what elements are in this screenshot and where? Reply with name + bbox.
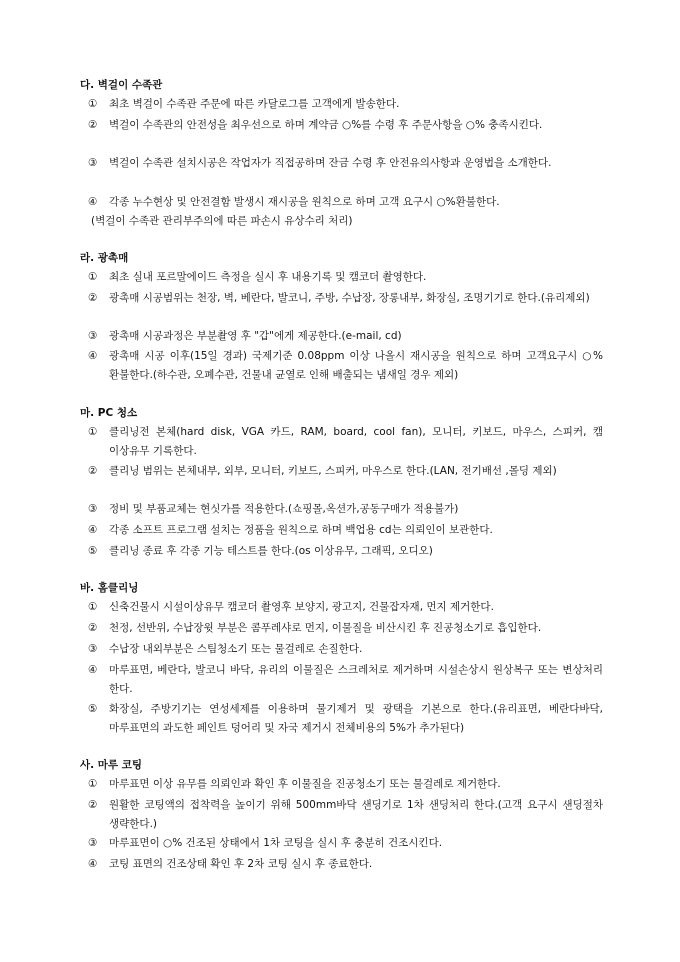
item-number: ⑤ (88, 545, 98, 557)
item-number: ③ (88, 837, 98, 849)
list-item (88, 289, 603, 308)
list-item (88, 462, 603, 481)
item-text: 코팅 표면의 건조상태 확인 후 2차 코팅 실시 후 종료한다. (109, 858, 373, 870)
item-number: ② (88, 119, 98, 131)
list-item (88, 347, 603, 385)
list-item (88, 598, 603, 617)
list-item (88, 796, 603, 834)
item-number: ④ (88, 664, 98, 676)
section-title: 사. 마루 코팅 (80, 759, 143, 771)
section-title: 바. 홈클리닝 (80, 582, 139, 594)
list-item (88, 700, 603, 738)
list-item (88, 500, 603, 519)
item-text: 수납장 내외부분은 스팀청소기 또는 물걸레로 손질한다. (109, 643, 363, 655)
item-text: 마루표면이 ○% 건조된 상태에서 1차 코팅을 실시 후 충분히 건조시킨다. (109, 837, 443, 849)
list-item (88, 95, 603, 114)
item-text: 클리닝 범위는 본체내부, 외부, 모니터, 키보드, 스피커, 마우스로 한다.(LAN, 전기배선 ,몰딩 제외) (109, 465, 557, 477)
item-number: ③ (88, 157, 98, 169)
item-number: ⑤ (88, 703, 98, 715)
item-text: 벽걸이 수족관 설치시공은 작업자가 직접공하며 잔금 수령 후 안전유의사항과 운영법을 소개한다. (109, 157, 552, 169)
section-title: 마. PC 청소 (80, 407, 138, 419)
item-text: 최초 실내 포르말에이드 측정을 실시 후 내용기록 및 캠코더 촬영한다. (109, 271, 427, 283)
item-number: ② (88, 465, 98, 477)
item-number: ① (88, 778, 98, 790)
list-item (88, 521, 603, 540)
item-text: 화장실, 주방기기는 연성세제를 이용하며 물기제거 및 광택을 기본으로 한다.(유리표면, 베란다바닥, 마루표면의 과도한 페인트 덩어리 및 자국 제거시 전체비용의 5%가 추가된다) (109, 703, 603, 734)
item-text: 광촉매 시공과정은 부분촬영 후 "갑"에게 제공한다.(e-mail, cd) (109, 330, 402, 342)
item-number: ① (88, 426, 98, 438)
list-item (88, 154, 603, 173)
item-text: 최초 벽걸이 수족관 주문에 따른 카달로그를 고객에게 발송한다. (109, 98, 400, 110)
list-item (88, 640, 603, 659)
section-title: 다. 벽걸이 수족관 (80, 79, 163, 91)
item-number: ④ (88, 858, 98, 870)
item-text: 클리닝 종료 후 각종 기능 테스트를 한다.(os 이상유무, 그래픽, 오디오) (109, 545, 433, 557)
item-text: 천정, 선반위, 수납장윗 부분은 콤푸레샤로 먼지, 이물질을 비산시킨 후 진공청소기로 흡입한다. (109, 622, 542, 634)
item-text: 각종 누수현상 및 안전결함 발생시 재시공을 원칙으로 하며 고객 요구시 ○%환불한다. (109, 196, 500, 208)
section-note: (벽걸이 수족관 관리부주의에 따른 파손시 유상수리 처리) (91, 215, 353, 227)
item-number: ④ (88, 524, 98, 536)
list-item (88, 661, 603, 699)
list-item (88, 775, 603, 794)
item-text: 광촉매 시공 이후(15일 경과) 국제기준 0.08ppm 이상 나올시 재시공을 원칙으로 하며 고객요구시 ○%환불한다.(하수관, 오폐수관, 건물내 균열로 인해 배출되는 냄새일 경우 제외) (109, 350, 603, 381)
item-number: ③ (88, 503, 98, 515)
item-number: ② (88, 799, 98, 811)
item-text: 마루표면, 베란다, 발코니 바닥, 유리의 이물질은 스크레처로 제거하며 시설손상시 원상복구 또는 변상처리 한다. (109, 664, 603, 695)
list-item (88, 542, 603, 561)
item-number: ① (88, 98, 98, 110)
list-item (88, 855, 603, 874)
item-text: 마루표면 이상 유무를 의뢰인과 확인 후 이물질을 진공청소기 또는 물걸레로 제거한다. (109, 778, 501, 790)
item-text: 벽걸이 수족관의 안전성을 최우선으로 하며 계약금 ○%를 수령 후 주문사항을 ○% 충족시킨다. (109, 119, 543, 131)
item-text: 신축건물시 시설이상유무 캠코더 촬영후 보양지, 광고지, 건물잡자재, 먼지 제거한다. (109, 601, 494, 613)
list-item (88, 193, 603, 212)
item-number: ④ (88, 350, 98, 362)
section-title: 라. 광촉매 (80, 252, 129, 264)
list-item (88, 268, 603, 287)
item-number: ③ (88, 330, 98, 342)
item-number: ② (88, 292, 98, 304)
list-item (88, 116, 603, 135)
item-text: 각종 소프트 프로그램 설치는 정품을 원칙으로 하며 백업용 cd는 의뢰인이 보관한다. (109, 524, 493, 536)
list-item (88, 834, 603, 853)
list-item (88, 423, 603, 461)
item-number: ① (88, 601, 98, 613)
item-text: 광촉매 시공범위는 천장, 벽, 베란다, 발코니, 주방, 수납장, 장롱내부, 화장실, 조명기기로 한다.(유리제외) (109, 292, 590, 304)
item-text: 원활한 코팅액의 접착력을 높이기 위해 500mm바닥 샌딩기로 1차 샌딩처리 한다.(고객 요구시 샌딩절차 생략한다.) (109, 799, 603, 830)
list-item (88, 327, 603, 346)
item-text: 정비 및 부품교체는 현싯가를 적용한다.(쇼핑몰,옥션가,공동구매가 적용불가) (109, 503, 459, 515)
item-number: ③ (88, 643, 98, 655)
item-number: ① (88, 271, 98, 283)
item-text: 클리닝전 본체(hard disk, VGA 카드, RAM, board, cool fan), 모니터, 키보드, 마우스, 스피커, 캠 이상유무 기록한다. (109, 426, 603, 457)
item-number: ④ (88, 196, 98, 208)
list-item (88, 619, 603, 638)
item-number: ② (88, 622, 98, 634)
